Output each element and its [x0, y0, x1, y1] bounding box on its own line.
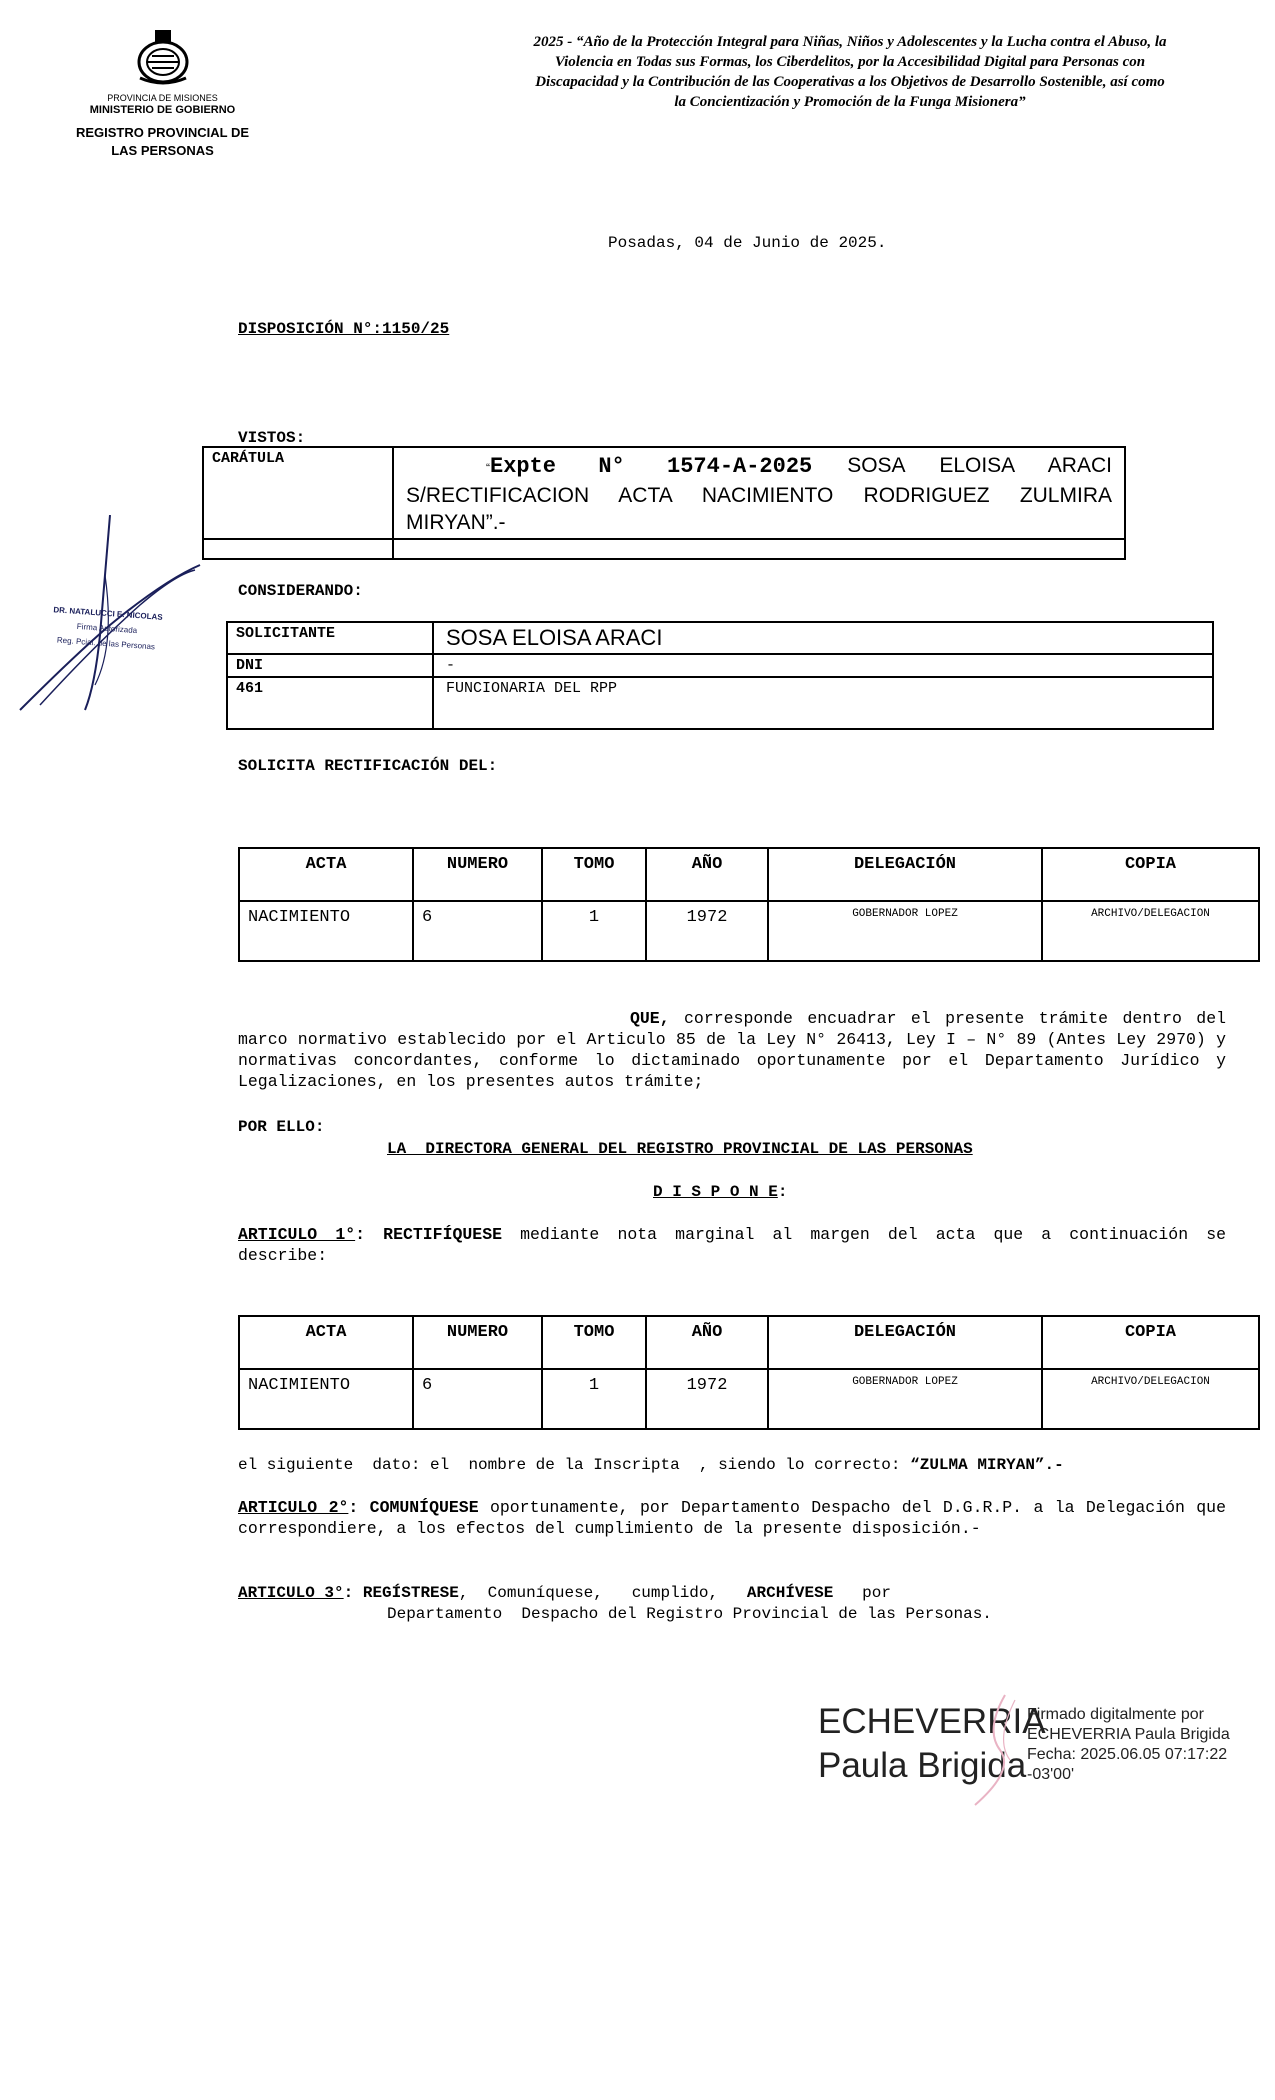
- stamp-line1: DR. NATALUCCI E. NICOLAS: [53, 605, 163, 622]
- articulo3-line2: Departamento Despacho del Registro Provincial de las Personas.: [387, 1605, 992, 1623]
- caratula-empty-cell: [203, 539, 393, 559]
- role-value: FUNCIONARIA DEL RPP: [433, 677, 1213, 729]
- articulo2-label: ARTICULO 2°: [238, 1498, 349, 1517]
- caratula-empty-cell: [393, 539, 1125, 559]
- solicitante-table: [226, 621, 1214, 730]
- articulo1-verb: RECTIFÍQUESE: [383, 1225, 502, 1244]
- header-tomo: TOMO: [542, 1316, 646, 1369]
- articulo3-sep: :: [343, 1584, 354, 1602]
- registry-name-line2: LAS PERSONAS: [111, 143, 214, 158]
- signature-info-line2: ECHEVERRIA Paula Brigida: [1027, 1726, 1230, 1743]
- dni-value: -: [433, 654, 1213, 677]
- dispone-text: D I S P O N E: [653, 1183, 778, 1201]
- dni-label: DNI: [227, 654, 433, 677]
- signature-name-line2: Paula Brigida: [818, 1746, 1027, 1785]
- cell-anio: 1972: [646, 901, 768, 961]
- acta-table-request: [238, 847, 1260, 962]
- que-text: corresponde encuadrar el presente trámite dentro del marco normativo establecido por el Articulo 85 de la Ley N° 26413, Ley I – N° 89 (Antes Ley 2970) y normativas concordantes, conforme lo dictaminado oportunamente por el Departamento Jurídico y Legalizaciones, en los presentes autos trámite;: [238, 1009, 1226, 1091]
- header-tomo: TOMO: [542, 848, 646, 901]
- considerando-label: CONSIDERANDO:: [238, 582, 363, 600]
- solicitante-label: SOLICITANTE: [227, 622, 433, 654]
- header-acta: ACTA: [239, 848, 413, 901]
- articulo3-label: ARTICULO 3°: [238, 1584, 344, 1602]
- cell-tomo: 1: [542, 901, 646, 961]
- dispone-heading: [653, 1182, 787, 1203]
- cell-delegacion: GOBERNADOR LOPEZ: [768, 1369, 1042, 1429]
- header-copia: COPIA: [1042, 1316, 1259, 1369]
- caratula-text: SOSA ELOISA ARACI S/RECTIFICACION ACTA NACIMIENTO RODRIGUEZ ZULMIRA MIRYAN”.-: [406, 454, 1112, 534]
- articulo3-line1: [238, 1583, 891, 1604]
- cell-copia: ARCHIVO/DELEGACION: [1042, 1369, 1259, 1429]
- authorized-stamp: [51, 602, 164, 655]
- dato-value: “ZULMA MIRYAN”.-: [910, 1456, 1064, 1474]
- header-numero: NUMERO: [413, 1316, 542, 1369]
- cell-numero: 6: [413, 1369, 542, 1429]
- que-lead: QUE,: [630, 1009, 670, 1028]
- articulo2-text: oportunamente, por Departamento Despacho del D.G.R.P. a la Delegación que correspondiere, a los efectos del cumplimiento de la presente disposición.-: [238, 1498, 1226, 1538]
- table-row: [239, 901, 1259, 961]
- articulo1-paragraph: [238, 1224, 1226, 1266]
- role-code-label: 461: [227, 677, 433, 729]
- cell-acta: NACIMIENTO: [239, 1369, 413, 1429]
- table-row: [239, 1369, 1259, 1429]
- caratula-open-quote: “: [486, 461, 490, 475]
- articulo1-label: ARTICULO 1°: [238, 1225, 356, 1244]
- director-line: LA DIRECTORA GENERAL DEL REGISTRO PROVINCIAL DE LAS PERSONAS: [387, 1140, 973, 1158]
- signature-info-line3: Fecha: 2025.06.05 07:17:22: [1027, 1746, 1228, 1763]
- cell-numero: 6: [413, 901, 542, 961]
- articulo2-verb: COMUNÍQUESE: [369, 1498, 479, 1517]
- dato-text: el siguiente dato: el nombre de la Inscripta , siendo lo correcto:: [238, 1456, 911, 1474]
- articulo3-tail: por: [833, 1584, 891, 1602]
- digital-signature-info: [1027, 1705, 1230, 1785]
- articulo3-verb2: ARCHÍVESE: [746, 1584, 834, 1602]
- solicita-label: SOLICITA RECTIFICACIÓN DEL:: [238, 757, 498, 775]
- dispone-colon: :: [777, 1183, 788, 1201]
- caratula-table: [202, 446, 1126, 560]
- articulo2-paragraph: [238, 1497, 1226, 1539]
- que-paragraph: [238, 1008, 1226, 1092]
- registry-logo-block: [70, 26, 255, 160]
- signature-name-line1: ECHEVERRIA: [818, 1702, 1046, 1741]
- province-name: PROVINCIA DE MISIONES: [107, 93, 218, 103]
- articulo2-sep: :: [348, 1498, 359, 1517]
- cell-acta: NACIMIENTO: [239, 901, 413, 961]
- cell-anio: 1972: [646, 1369, 768, 1429]
- dato-line: [238, 1455, 1064, 1476]
- signature-flourish-icon: [955, 1690, 1025, 1810]
- header-anio: AÑO: [646, 848, 768, 901]
- cell-delegacion: GOBERNADOR LOPEZ: [768, 901, 1042, 961]
- header-delegacion: DELEGACIÓN: [768, 848, 1042, 901]
- province-seal-icon: [128, 26, 198, 88]
- articulo3-mid: , Comuníquese, cumplido,: [458, 1584, 747, 1602]
- articulo1-sep: :: [355, 1225, 366, 1244]
- acta-table-rectified: [238, 1315, 1260, 1430]
- header-anio: AÑO: [646, 1316, 768, 1369]
- solicitante-value: SOSA ELOISA ARACI: [433, 622, 1213, 654]
- place-date: Posadas, 04 de Junio de 2025.: [608, 234, 887, 252]
- disposition-number: DISPOSICIÓN N°:1150/25: [238, 320, 450, 338]
- signature-info-line1: Firmado digitalmente por: [1027, 1706, 1204, 1723]
- caratula-label: CARÁTULA: [203, 447, 393, 539]
- signature-info-line4: -03'00': [1027, 1766, 1075, 1783]
- header-delegacion: DELEGACIÓN: [768, 1316, 1042, 1369]
- header-copia: COPIA: [1042, 848, 1259, 901]
- stamp-line3: Reg. Pcial. de las Personas: [56, 635, 156, 652]
- articulo3-verb1: REGÍSTRESE: [362, 1584, 459, 1602]
- ministry-name: MINISTERIO DE GOBIERNO: [89, 104, 236, 116]
- articulo1-text: mediante nota marginal al margen del acta que a continuación se describe:: [238, 1225, 1227, 1265]
- caratula-expte: Expte N° 1574-A-2025: [490, 454, 813, 479]
- cell-tomo: 1: [542, 1369, 646, 1429]
- caratula-value: [393, 447, 1125, 539]
- stamp-line2: Firma Autorizada: [76, 621, 138, 636]
- year-motto: 2025 - “Año de la Protección Integral para Niñas, Niños y Adolescentes y la Lucha contra el Abuso, la Violencia en Todas sus Formas, los Ciberdelitos, por la Accesibilidad Digital para Personas con Discapacidad y la Contribución de las Cooperativas a los Objetivos de Desarrollo Sostenible, así como la Concientización y Promoción de la Funga Misionera”: [533, 34, 1167, 110]
- por-ello-label: POR ELLO:: [238, 1118, 325, 1136]
- cell-copia: ARCHIVO/DELEGACION: [1042, 901, 1259, 961]
- header-acta: ACTA: [239, 1316, 413, 1369]
- registry-name-line1: REGISTRO PROVINCIAL DE: [75, 125, 250, 140]
- vistos-label: VISTOS:: [238, 429, 306, 447]
- header-numero: NUMERO: [413, 848, 542, 901]
